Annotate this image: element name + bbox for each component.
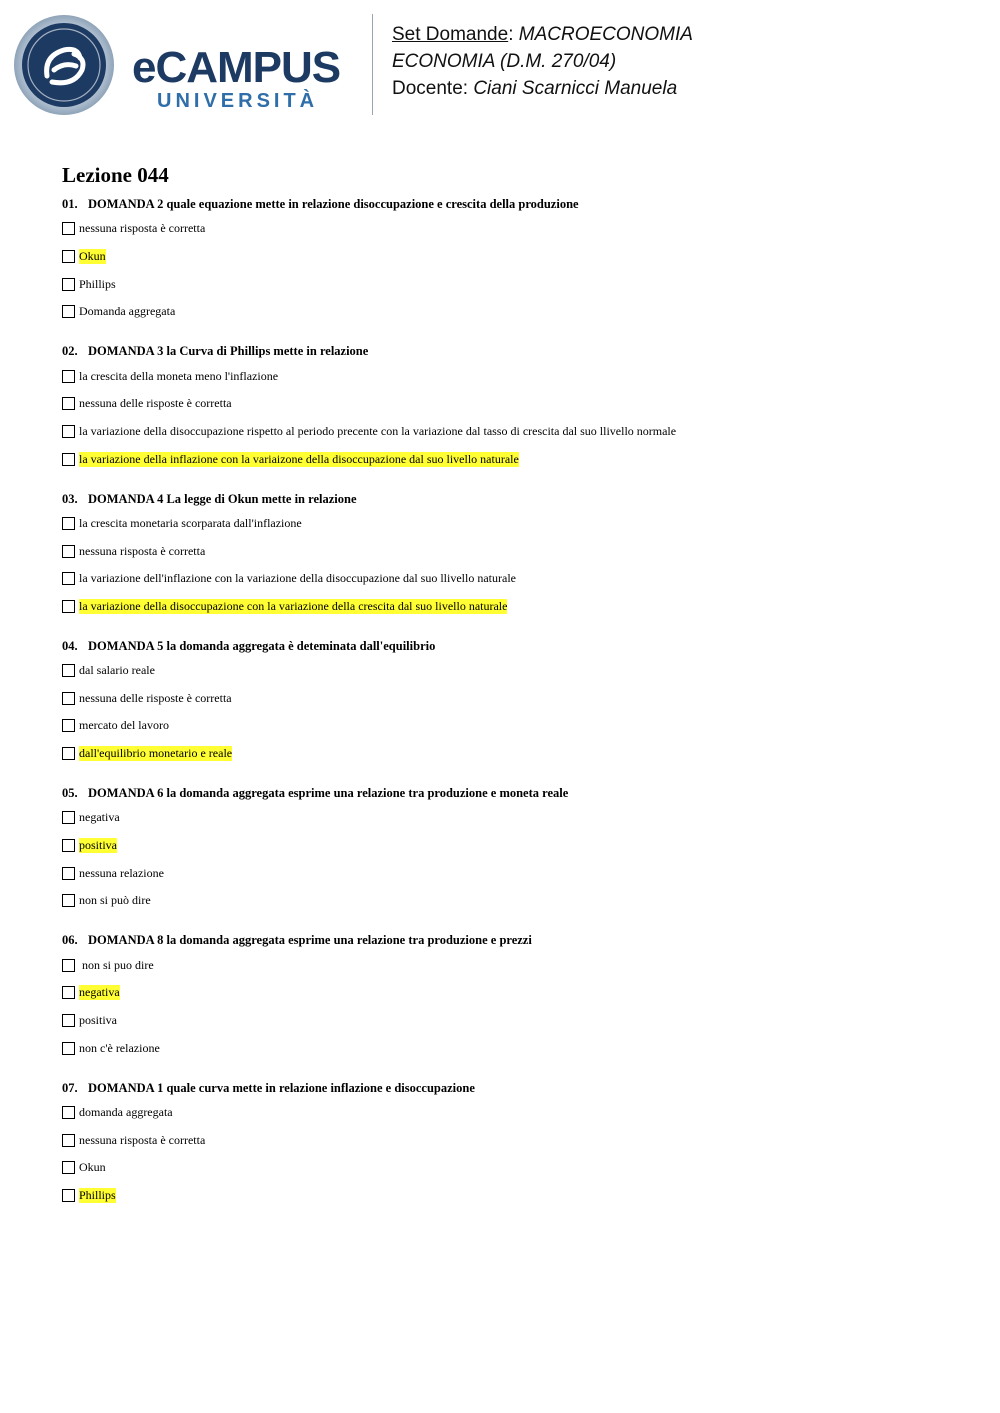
answer-checkbox[interactable] [62, 222, 75, 235]
answer-label: domanda aggregata [79, 1104, 173, 1119]
answer-checkbox[interactable] [62, 453, 75, 466]
answer-option[interactable] [62, 1154, 962, 1182]
question-title [62, 782, 962, 804]
question-number: 07. [62, 1080, 78, 1095]
answer-option[interactable] [62, 657, 962, 685]
answer-checkbox[interactable] [62, 811, 75, 824]
answer-label: nessuna delle risposte è corretta [79, 690, 232, 705]
answer-checkbox[interactable] [62, 1014, 75, 1027]
set-separator: : [508, 24, 514, 45]
set-label: Set Domande [392, 24, 509, 45]
answer-option[interactable] [62, 804, 962, 832]
answer-checkbox[interactable] [62, 664, 75, 677]
answer-label: la variazione dell'inflazione con la variazione della disoccupazione dal suo llivello naturale [79, 571, 516, 586]
answer-option[interactable] [62, 951, 962, 979]
question-text: DOMANDA 2 quale equazione mette in relazione disoccupazione e crescita della produzione [88, 197, 579, 211]
answer-checkbox[interactable] [62, 1106, 75, 1119]
course-line-2: ECONOMIA (D.M. 270/04) [392, 51, 617, 72]
answer-label: non si puo dire [79, 957, 154, 972]
answer-checkbox[interactable] [62, 425, 75, 438]
question-number: 04. [62, 638, 78, 653]
question-title [62, 929, 962, 951]
answer-checkbox[interactable] [62, 397, 75, 410]
answer-option[interactable] [62, 1126, 962, 1154]
question-text: DOMANDA 5 la domanda aggregata è deteminata dall'equilibrio [88, 638, 436, 653]
answer-checkbox[interactable] [62, 517, 75, 530]
answer-label: positiva [79, 1012, 117, 1027]
answer-option[interactable] [62, 1099, 962, 1127]
answer-option[interactable] [62, 418, 962, 446]
answer-label: la variazione della disoccupazione rispetto al periodo precente con la variazione dal tasso di crescita dal suo llivello normale [79, 423, 677, 438]
answer-option[interactable] [62, 298, 962, 326]
answer-option[interactable] [62, 362, 962, 390]
question-text: DOMANDA 1 quale curva mette in relazione inflazione e disoccupazione [88, 1080, 475, 1095]
answer-option[interactable] [62, 832, 962, 860]
answer-option[interactable] [62, 684, 962, 712]
answer-option[interactable] [62, 979, 962, 1007]
question-number: 03. [62, 491, 78, 506]
header-info [392, 21, 693, 102]
question-block [62, 193, 962, 326]
answer-label: Domanda aggregata [79, 304, 176, 319]
answer-label-correct: la variazione della disoccupazione con la variazione della crescita dal suo livello naturale [79, 598, 508, 613]
answer-label-correct: dall'equilibrio monetario e reale [79, 746, 233, 761]
answer-label: Okun [79, 1160, 106, 1175]
logo-wordmark: eCAMPUS [132, 43, 341, 92]
question-block [62, 1077, 962, 1210]
question-text: DOMANDA 3 la Curva di Phillips mette in relazione [88, 344, 369, 359]
question-text: DOMANDA 6 la domanda aggregata esprime una relazione tra produzione e moneta reale [88, 786, 569, 800]
question-block [62, 782, 962, 915]
question-title [62, 1077, 962, 1099]
answer-label: nessuna risposta è corretta [79, 221, 206, 236]
question-title [62, 340, 962, 362]
question-list [62, 193, 962, 1209]
answer-checkbox[interactable] [62, 894, 75, 907]
ecampus-logo [14, 14, 359, 116]
question-title [62, 488, 962, 510]
answer-checkbox[interactable] [62, 986, 75, 999]
answer-option[interactable] [62, 215, 962, 243]
answer-label-correct: Phillips [79, 1187, 116, 1202]
answer-option[interactable] [62, 390, 962, 418]
question-block [62, 488, 962, 621]
course-line-1: MACROECONOMIA [518, 24, 693, 45]
docente-name: Ciani Scarnicci Manuela [473, 78, 678, 99]
answer-option[interactable] [62, 593, 962, 621]
question-number: 05. [62, 786, 78, 800]
answer-checkbox[interactable] [62, 545, 75, 558]
answer-checkbox[interactable] [62, 1042, 75, 1055]
answer-checkbox[interactable] [62, 370, 75, 383]
answer-label-correct: Okun [79, 249, 106, 264]
answer-checkbox[interactable] [62, 600, 75, 613]
answer-checkbox[interactable] [62, 719, 75, 732]
question-title [62, 193, 962, 215]
docente-label: Docente: [392, 78, 469, 99]
answer-label: nessuna delle risposte è corretta [79, 396, 232, 411]
answer-checkbox[interactable] [62, 278, 75, 291]
question-number: 06. [62, 933, 78, 948]
answer-label: nessuna risposta è corretta [79, 1132, 206, 1147]
answer-checkbox[interactable] [62, 1161, 75, 1174]
answer-option[interactable] [62, 510, 962, 538]
answer-checkbox[interactable] [62, 1189, 75, 1202]
header-line-3 [392, 75, 693, 102]
header-divider [372, 14, 373, 115]
logo-subtitle: UNIVERSITÀ [157, 90, 319, 112]
answer-option[interactable] [62, 565, 962, 593]
question-text: DOMANDA 8 la domanda aggregata esprime una relazione tra produzione e prezzi [88, 933, 532, 948]
question-block [62, 340, 962, 473]
answer-label: mercato del lavoro [79, 718, 169, 733]
answer-option[interactable] [62, 1007, 962, 1035]
answer-label: Phillips [79, 276, 116, 291]
answer-checkbox[interactable] [62, 692, 75, 705]
answer-checkbox[interactable] [62, 572, 75, 585]
answer-label-correct: positiva [79, 838, 117, 853]
answer-label: nessuna relazione [79, 865, 164, 880]
answer-label: la crescita monetaria scorparata dall'inflazione [79, 515, 302, 530]
answer-checkbox[interactable] [62, 867, 75, 880]
answer-checkbox[interactable] [62, 959, 75, 972]
answer-checkbox[interactable] [62, 250, 75, 263]
answer-option[interactable] [62, 270, 962, 298]
answer-option[interactable] [62, 740, 962, 768]
question-number: 01. [62, 197, 78, 211]
lesson-title: Lezione 044 [62, 163, 169, 187]
answer-label: non si può dire [79, 893, 151, 908]
answer-checkbox[interactable] [62, 1134, 75, 1147]
answer-checkbox[interactable] [62, 305, 75, 318]
answer-option[interactable] [62, 445, 962, 473]
question-number: 02. [62, 344, 78, 359]
answer-option[interactable] [62, 887, 962, 915]
answer-option[interactable] [62, 1034, 962, 1062]
answer-label-correct: negativa [79, 985, 120, 1000]
question-title [62, 635, 962, 657]
answer-option[interactable] [62, 537, 962, 565]
answer-label-correct: la variazione della inflazione con la variaizone della disoccupazione dal suo livello naturale [79, 451, 519, 466]
answer-option[interactable] [62, 859, 962, 887]
answer-label: nessuna risposta è corretta [79, 543, 206, 558]
answer-checkbox[interactable] [62, 747, 75, 760]
question-block [62, 929, 962, 1062]
answer-checkbox[interactable] [62, 839, 75, 852]
answer-label: non c'è relazione [79, 1040, 160, 1055]
answer-label: negativa [79, 810, 120, 825]
quiz-content [62, 160, 962, 1224]
answer-label: la crescita della moneta meno l'inflazione [79, 368, 279, 383]
header-line-1 [392, 21, 693, 48]
answer-label: dal salario reale [79, 663, 155, 678]
answer-option[interactable] [62, 243, 962, 271]
question-block [62, 635, 962, 768]
answer-option[interactable] [62, 1182, 962, 1210]
answer-option[interactable] [62, 712, 962, 740]
question-text: DOMANDA 4 La legge di Okun mette in relazione [88, 491, 357, 506]
